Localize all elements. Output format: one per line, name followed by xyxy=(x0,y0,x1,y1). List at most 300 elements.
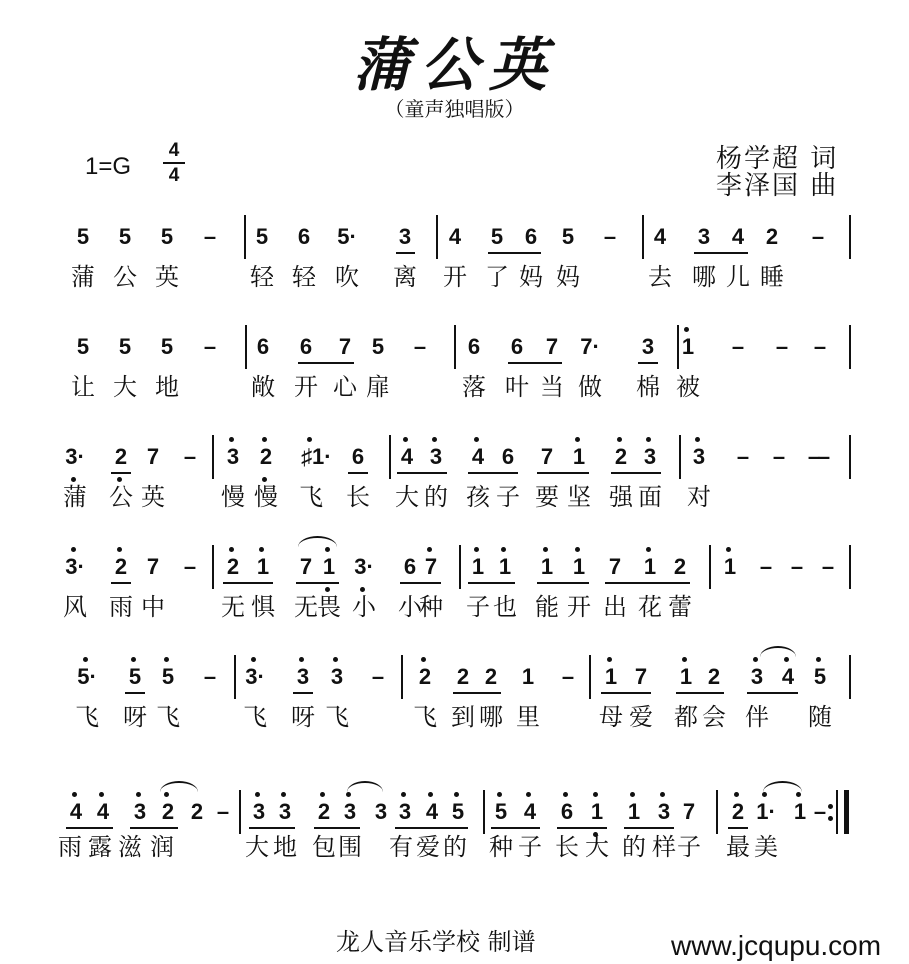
high-octave-dot xyxy=(526,792,531,797)
note: 7 xyxy=(540,444,554,469)
note: 3 xyxy=(133,799,147,824)
note: 3 xyxy=(374,799,388,824)
beam-underline xyxy=(314,827,360,829)
high-octave-dot xyxy=(229,547,234,552)
lyric-char: 小 xyxy=(352,593,376,621)
lyric-char: 呀 xyxy=(291,703,315,731)
tie-arc xyxy=(298,536,337,547)
lyric-char: 公 xyxy=(113,263,137,291)
lyric-char: 轻 xyxy=(292,263,316,291)
bar-line xyxy=(849,215,851,259)
high-octave-dot xyxy=(136,792,141,797)
bar-line xyxy=(244,215,246,259)
lyric-char: 哪 xyxy=(692,263,716,291)
note: 2 xyxy=(765,224,779,249)
note: 2 xyxy=(456,664,470,689)
lyric-char: 的 xyxy=(622,833,646,861)
note: 1 xyxy=(572,444,586,469)
note: 7 xyxy=(338,334,352,359)
high-octave-dot xyxy=(695,437,700,442)
note: – xyxy=(731,334,745,359)
note: – xyxy=(736,444,750,469)
lyric-char: 出 xyxy=(603,593,627,621)
high-octave-dot xyxy=(229,437,234,442)
lyric-char: 长 xyxy=(555,833,579,861)
lyric-char: 美 xyxy=(754,833,778,861)
lyric-char: 风 xyxy=(63,593,87,621)
bar-line xyxy=(677,325,679,369)
beam-underline xyxy=(605,582,690,584)
high-octave-dot xyxy=(607,657,612,662)
high-octave-dot xyxy=(403,437,408,442)
bar-line xyxy=(212,545,214,589)
beam-underline xyxy=(111,472,131,474)
lyric-char: 心 xyxy=(333,373,357,401)
beam-underline xyxy=(111,582,131,584)
high-octave-dot xyxy=(734,792,739,797)
lyric-char: 会 xyxy=(702,703,726,731)
lyric-char: 地 xyxy=(273,833,297,861)
lyric-char: 英 xyxy=(141,483,165,511)
high-octave-dot xyxy=(753,657,758,662)
bar-line xyxy=(849,545,851,589)
note: 2 xyxy=(190,799,204,824)
lyrics-row xyxy=(0,832,909,864)
note: 6 xyxy=(501,444,515,469)
lyric-char: 伴 xyxy=(745,703,769,731)
notes-row xyxy=(0,325,909,365)
lyric-char: 开 xyxy=(443,263,467,291)
note: 6 xyxy=(299,334,313,359)
note: – xyxy=(807,444,821,469)
lyric-char: 子 xyxy=(677,833,701,861)
note: 7 xyxy=(608,554,622,579)
high-octave-dot xyxy=(497,792,502,797)
lyrics-row xyxy=(0,262,909,294)
note: 1 xyxy=(256,554,270,579)
beam-underline xyxy=(453,692,501,694)
note: 7 xyxy=(146,554,160,579)
note: 1 xyxy=(604,664,618,689)
beam-underline xyxy=(66,827,113,829)
high-octave-dot xyxy=(575,547,580,552)
note: 3 xyxy=(398,224,412,249)
time-signature-top: 4 xyxy=(163,141,185,164)
lyrics-row xyxy=(0,482,909,514)
note: 2 xyxy=(114,444,128,469)
note: 3 xyxy=(252,799,266,824)
bar-line xyxy=(709,545,711,589)
high-octave-dot xyxy=(682,657,687,662)
beam-underline xyxy=(396,252,415,254)
lyric-char: 能 xyxy=(535,593,559,621)
note: 3 xyxy=(692,444,706,469)
lyric-char: 露 xyxy=(88,833,112,861)
high-octave-dot xyxy=(796,792,801,797)
note: – xyxy=(603,224,617,249)
composer-credit: 李泽国 曲 xyxy=(716,171,839,201)
note: 3 xyxy=(330,664,344,689)
beam-underline xyxy=(557,827,607,829)
note: 3 xyxy=(641,334,655,359)
lyric-char: 种 xyxy=(419,593,443,621)
note: 2 xyxy=(707,664,721,689)
note: 2 xyxy=(226,554,240,579)
high-octave-dot xyxy=(593,792,598,797)
beam-underline xyxy=(296,582,339,584)
note: ♯1· xyxy=(301,444,332,469)
lyric-char: 要 xyxy=(535,483,559,511)
note: 7 xyxy=(424,554,438,579)
lyric-char: 棉 xyxy=(636,373,660,401)
lyric-char: 敞 xyxy=(251,373,275,401)
beam-underline xyxy=(694,252,748,254)
note: 7 xyxy=(299,554,313,579)
lyric-char: 里 xyxy=(516,703,540,731)
note: 7 xyxy=(545,334,559,359)
high-octave-dot xyxy=(262,437,267,442)
repeat-dot xyxy=(828,816,833,821)
bar-line xyxy=(212,435,214,479)
note: 3· xyxy=(354,554,374,579)
beam-underline xyxy=(488,252,541,254)
note: 5 xyxy=(451,799,465,824)
lyric-char: 飞 xyxy=(299,483,323,511)
note: 4 xyxy=(781,664,795,689)
note: 3· xyxy=(65,554,85,579)
lyric-char: 妈 xyxy=(519,263,543,291)
bar-line xyxy=(589,655,591,699)
high-octave-dot xyxy=(251,657,256,662)
note: – xyxy=(413,334,427,359)
note: 1 xyxy=(322,554,336,579)
beam-underline xyxy=(747,692,798,694)
lyric-char: 开 xyxy=(294,373,318,401)
beam-underline xyxy=(223,582,273,584)
note: 7 xyxy=(146,444,160,469)
note: 2 xyxy=(259,444,273,469)
note: 1 xyxy=(679,664,693,689)
lyric-char: 蕾 xyxy=(668,593,692,621)
note: – xyxy=(821,554,835,579)
beam-underline xyxy=(348,472,368,474)
note: 1 xyxy=(627,799,641,824)
beam-underline xyxy=(397,472,447,474)
lyric-char: 随 xyxy=(808,703,832,731)
beam-underline xyxy=(468,472,518,474)
repeat-barline-thick xyxy=(844,790,849,834)
note: – xyxy=(811,224,825,249)
note: 6 xyxy=(297,224,311,249)
high-octave-dot xyxy=(333,657,338,662)
lyric-char: 蒲 xyxy=(71,263,95,291)
note: 6 xyxy=(560,799,574,824)
high-octave-dot xyxy=(320,792,325,797)
beam-underline xyxy=(298,362,354,364)
note: 5 xyxy=(128,664,142,689)
lyric-char: 慢 xyxy=(254,483,278,511)
note: 5 xyxy=(255,224,269,249)
note: 1 xyxy=(498,554,512,579)
key-signature: 1=G xyxy=(85,153,132,180)
note: 5 xyxy=(813,664,827,689)
note: 2 xyxy=(418,664,432,689)
note: 1 xyxy=(590,799,604,824)
note: 1· xyxy=(756,799,776,824)
note: – xyxy=(371,664,385,689)
lyric-char: 慢 xyxy=(221,483,245,511)
beam-underline xyxy=(537,582,589,584)
beam-underline xyxy=(601,692,651,694)
high-octave-dot xyxy=(99,792,104,797)
note: 5 xyxy=(490,224,504,249)
note: – xyxy=(561,664,575,689)
bar-line xyxy=(401,655,403,699)
lyric-char: 儿 xyxy=(726,263,750,291)
beam-underline xyxy=(400,582,441,584)
note: 6 xyxy=(524,224,538,249)
note: 1 xyxy=(540,554,554,579)
note: 3 xyxy=(296,664,310,689)
note: 1 xyxy=(793,799,807,824)
note: 6 xyxy=(351,444,365,469)
beam-underline xyxy=(638,362,658,364)
note: 4 xyxy=(69,799,83,824)
high-octave-dot xyxy=(428,792,433,797)
lyric-char: 飞 xyxy=(243,703,267,731)
notes-row xyxy=(0,655,909,695)
lyric-char: 地 xyxy=(155,373,179,401)
beam-underline xyxy=(611,472,661,474)
lyric-char: 惧 xyxy=(251,593,275,621)
note: 6 xyxy=(403,554,417,579)
lyric-char: 吹 xyxy=(335,263,359,291)
high-octave-dot xyxy=(454,792,459,797)
note: 3 xyxy=(657,799,671,824)
high-octave-dot xyxy=(421,657,426,662)
high-octave-dot xyxy=(684,327,689,332)
lyric-char: 母 xyxy=(599,703,623,731)
lyric-char: 小 xyxy=(398,593,422,621)
high-octave-dot xyxy=(501,547,506,552)
lyrics-row xyxy=(0,592,909,624)
lyric-char: 呀 xyxy=(123,703,147,731)
high-octave-dot xyxy=(726,547,731,552)
high-octave-dot xyxy=(401,792,406,797)
note: 3 xyxy=(750,664,764,689)
lyric-char: 畏 xyxy=(317,593,341,621)
high-octave-dot xyxy=(630,792,635,797)
note: 1 xyxy=(681,334,695,359)
high-octave-dot xyxy=(617,437,622,442)
high-octave-dot xyxy=(164,792,169,797)
high-octave-dot xyxy=(543,547,548,552)
high-octave-dot xyxy=(563,792,568,797)
lyric-char: 最 xyxy=(726,833,750,861)
high-octave-dot xyxy=(164,657,169,662)
note: – xyxy=(790,554,804,579)
lyric-char: 让 xyxy=(71,373,95,401)
note: 1 xyxy=(471,554,485,579)
lyric-char: 大 xyxy=(245,833,269,861)
high-octave-dot xyxy=(346,792,351,797)
note: 5 xyxy=(494,799,508,824)
high-octave-dot xyxy=(784,657,789,662)
note: 6 xyxy=(510,334,524,359)
lyric-char: 有 xyxy=(389,833,413,861)
website-url: www.jcqupu.com xyxy=(671,930,882,961)
lyric-char: 飞 xyxy=(413,703,437,731)
bar-line xyxy=(849,435,851,479)
note: – xyxy=(813,334,827,359)
notes-row xyxy=(0,545,909,585)
bar-line xyxy=(716,790,718,834)
beam-underline xyxy=(537,472,589,474)
note: 3 xyxy=(643,444,657,469)
lyric-char: 轻 xyxy=(250,263,274,291)
note: 3 xyxy=(398,799,412,824)
lyric-char: 滋 xyxy=(118,833,142,861)
lyric-char: 蒲 xyxy=(63,483,87,511)
lyric-char: 大 xyxy=(585,833,609,861)
note: 4 xyxy=(731,224,745,249)
lyric-char: 子 xyxy=(518,833,542,861)
beam-underline xyxy=(728,827,748,829)
note: 1 xyxy=(572,554,586,579)
high-octave-dot xyxy=(72,792,77,797)
repeat-dot xyxy=(828,804,833,809)
lyric-char: 飞 xyxy=(75,703,99,731)
note: 2 xyxy=(614,444,628,469)
tie-arc xyxy=(763,781,802,792)
note: 4 xyxy=(653,224,667,249)
note: – xyxy=(183,444,197,469)
note: – xyxy=(216,799,230,824)
lyric-char: 包 xyxy=(312,833,336,861)
note: 7 xyxy=(682,799,696,824)
lyric-char: 也 xyxy=(493,593,517,621)
note: 2 xyxy=(317,799,331,824)
lyric-char: 无 xyxy=(294,593,318,621)
note: 3· xyxy=(65,444,85,469)
bar-line xyxy=(642,215,644,259)
note: 7· xyxy=(580,334,600,359)
note: 3 xyxy=(343,799,357,824)
lyric-char: 被 xyxy=(676,373,700,401)
lyric-char: 长 xyxy=(346,483,370,511)
lyricist-credit: 杨学超 词 xyxy=(716,144,839,174)
high-octave-dot xyxy=(474,437,479,442)
lyric-char: 开 xyxy=(567,593,591,621)
lyric-char: 围 xyxy=(338,833,362,861)
beam-underline xyxy=(491,827,540,829)
lyric-char: 坚 xyxy=(567,483,591,511)
bar-line xyxy=(239,790,241,834)
beam-underline xyxy=(468,582,515,584)
lyric-char: 种 xyxy=(489,833,513,861)
note: 5 xyxy=(118,224,132,249)
high-octave-dot xyxy=(325,547,330,552)
note: 5 xyxy=(561,224,575,249)
lyric-char: 睡 xyxy=(760,263,784,291)
high-octave-dot xyxy=(281,792,286,797)
lyric-char: 到 xyxy=(451,703,475,731)
tie-arc xyxy=(347,781,383,792)
note: 5 xyxy=(76,334,90,359)
note: 5 xyxy=(118,334,132,359)
note: 5· xyxy=(337,224,357,249)
note: 4 xyxy=(400,444,414,469)
lyric-char: 当 xyxy=(540,373,564,401)
beam-underline xyxy=(130,827,178,829)
note: 1 xyxy=(521,664,535,689)
beam-underline xyxy=(676,692,724,694)
lyric-char: 公 xyxy=(109,483,133,511)
note: – xyxy=(203,224,217,249)
beam-underline xyxy=(125,692,145,694)
note: 2 xyxy=(114,554,128,579)
lyric-char: 爱 xyxy=(629,703,653,731)
note: 5 xyxy=(160,334,174,359)
note: 5 xyxy=(160,224,174,249)
note: 2 xyxy=(484,664,498,689)
time-signature-bottom: 4 xyxy=(168,165,180,186)
note: – xyxy=(203,664,217,689)
note: 4 xyxy=(471,444,485,469)
lyric-char: 中 xyxy=(141,593,165,621)
lyric-char: 离 xyxy=(393,263,417,291)
note: 5 xyxy=(371,334,385,359)
note: 4 xyxy=(96,799,110,824)
lyric-char: 润 xyxy=(150,833,174,861)
note: 4 xyxy=(523,799,537,824)
bar-line xyxy=(389,435,391,479)
note: 2 xyxy=(673,554,687,579)
note: 7 xyxy=(634,664,648,689)
bar-line xyxy=(436,215,438,259)
note: 2 xyxy=(161,799,175,824)
bar-line xyxy=(849,325,851,369)
lyric-char: 叶 xyxy=(505,373,529,401)
lyric-char: 子 xyxy=(466,593,490,621)
note: 5 xyxy=(76,224,90,249)
tie-arc xyxy=(160,781,198,792)
note: 1 xyxy=(723,554,737,579)
note: 6 xyxy=(467,334,481,359)
lyric-char: 飞 xyxy=(156,703,180,731)
bar-line xyxy=(454,325,456,369)
lyrics-row xyxy=(0,372,909,404)
high-octave-dot xyxy=(131,657,136,662)
bar-line xyxy=(459,545,461,589)
note: 3 xyxy=(429,444,443,469)
note: – xyxy=(759,554,773,579)
lyric-char: 扉 xyxy=(366,373,390,401)
high-octave-dot xyxy=(259,547,264,552)
song-title: 蒲公英 xyxy=(352,31,557,99)
notes-row xyxy=(0,435,909,475)
lyric-char: 大 xyxy=(113,373,137,401)
note: 3 xyxy=(278,799,292,824)
bar-line xyxy=(849,655,851,699)
time-signature xyxy=(163,141,185,186)
lyric-char: 哪 xyxy=(479,703,503,731)
high-octave-dot xyxy=(83,657,88,662)
high-octave-dot xyxy=(646,547,651,552)
high-octave-dot xyxy=(299,657,304,662)
note: 5 xyxy=(161,664,175,689)
lyric-char: 对 xyxy=(687,483,711,511)
